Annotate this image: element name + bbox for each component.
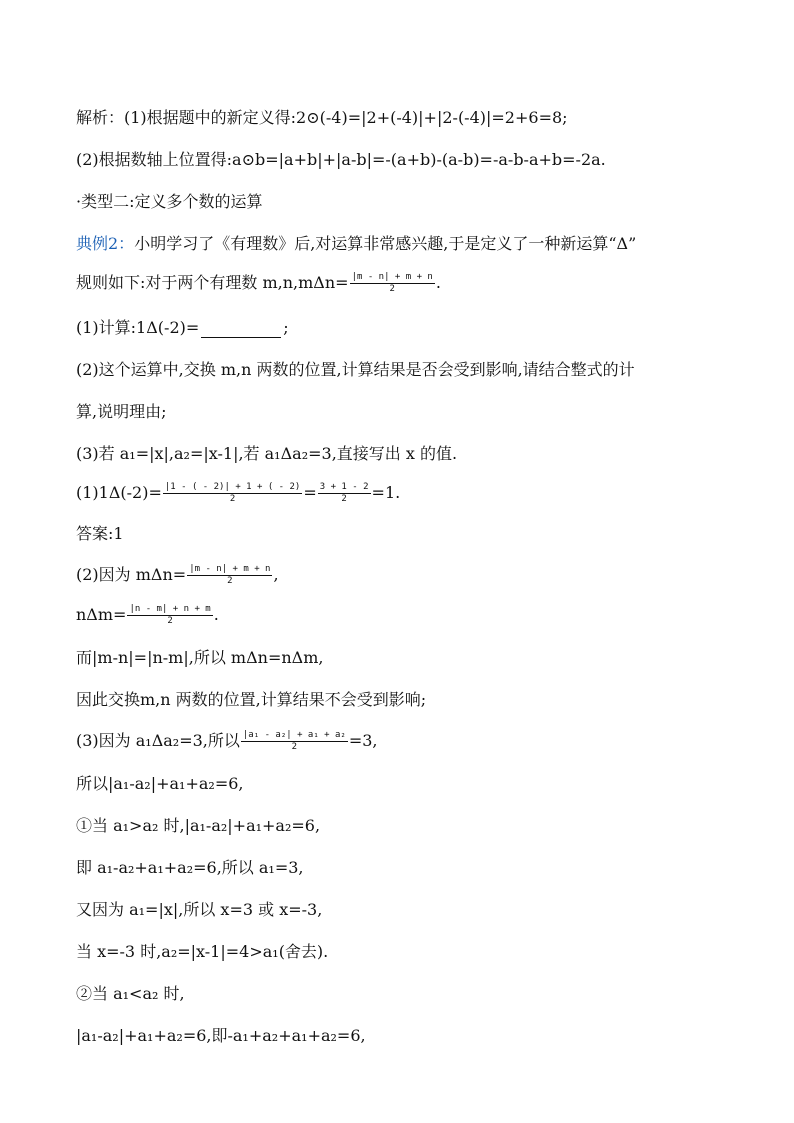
- solution-1-end: =1.: [371, 483, 401, 502]
- solution-3-line-4: 即 a₁-a₂+a₁+a₂=6,所以 a₁=3,: [76, 858, 304, 877]
- question-2-line-1: (2)这个运算中,交换 m,n 两数的位置,计算结果是否会受到影响,请结合整式的计: [76, 360, 635, 379]
- solution-3-fraction: [241, 730, 348, 753]
- solution-1-text: (1)1Δ(-2)=: [76, 483, 162, 502]
- example-label: 典例2：: [76, 234, 135, 253]
- fraction-numerator: |1 - ( - 2)| + 1 + ( - 2): [164, 482, 301, 492]
- fraction-numerator: 3 + 1 - 2: [319, 482, 369, 492]
- fraction-numerator: |n - m| + n + m: [129, 604, 211, 614]
- solution-2-line-4: 因此交换m,n 两数的位置,计算结果不会受到影响;: [76, 690, 427, 709]
- solution-2b-fraction: [127, 604, 212, 627]
- solution-2-end: ,: [273, 565, 279, 584]
- solution-3-line-3: ①当 a₁>a₂ 时,|a₁-a₂|+a₁+a₂=6,: [76, 816, 321, 835]
- fraction-numerator: |m - n| + m + n: [351, 272, 433, 282]
- rule-definition: [76, 272, 441, 295]
- solution-1-fraction-a: [163, 482, 302, 505]
- fraction-denominator: 2: [229, 494, 236, 504]
- analysis-line-2: (2)根据数轴上位置得:a⊙b=|a+b|+|a-b|=-(a+b)-(a-b)=-a-b-a+b=-2a.: [76, 150, 606, 169]
- question-3: (3)若 a₁=|x|,a₂=|x-1|,若 a₁Δa₂=3,直接写出 x 的值.: [76, 444, 458, 463]
- solution-3-text: (3)因为 a₁Δa₂=3,所以: [76, 731, 240, 750]
- solution-3-end: =3,: [348, 731, 378, 750]
- question-1: [76, 318, 289, 338]
- solution-3-line-7: ②当 a₁<a₂ 时,: [76, 984, 185, 1003]
- example-text: 小明学习了《有理数》后,对运算非常感兴趣,于是定义了一种新运算“Δ”: [134, 234, 637, 253]
- solution-3-line-2: 所以|a₁-a₂|+a₁+a₂=6,: [76, 774, 244, 793]
- question-1-text: (1)计算:1Δ(-2)=: [76, 318, 200, 337]
- fraction-denominator: 2: [341, 494, 347, 504]
- solution-3-line-6: 当 x=-3 时,a₂=|x-1|=4>a₁(舍去).: [76, 942, 329, 961]
- solution-3-line-1: [76, 730, 378, 753]
- section-heading-type-2: ·类型二:定义多个数的运算: [76, 192, 263, 211]
- fraction-denominator: 2: [291, 742, 298, 752]
- analysis-line-1: 解析：(1)根据题中的新定义得:2⊙(-4)=|2+(-4)|+|2-(-4)|=2+6=8;: [76, 108, 568, 127]
- question-2-line-2: 算,说明理由;: [76, 402, 167, 421]
- solution-2b-text: nΔm=: [76, 605, 127, 624]
- equals-sign: =: [303, 483, 317, 502]
- solution-1-fraction-b: [318, 482, 371, 505]
- solution-2-text: (2)因为 mΔn=: [76, 565, 187, 584]
- rule-fraction: [350, 272, 435, 295]
- question-1-end: ;: [283, 318, 289, 337]
- rule-text: 规则如下:对于两个有理数 m,n,mΔn=: [76, 273, 349, 292]
- solution-3-line-5: 又因为 a₁=|x|,所以 x=3 或 x=-3,: [76, 900, 323, 919]
- fraction-numerator: |a₁ - a₂| + a₁ + a₂: [242, 730, 346, 740]
- solution-1: [76, 482, 400, 505]
- answer-blank: [201, 321, 281, 338]
- fraction-numerator: |m - n| + m + n: [189, 564, 271, 574]
- rule-end: .: [435, 273, 441, 292]
- solution-2-fraction: [187, 564, 272, 587]
- fraction-denominator: 2: [389, 284, 395, 294]
- fraction-denominator: 2: [227, 576, 233, 586]
- solution-3-line-8: |a₁-a₂|+a₁+a₂=6,即-a₁+a₂+a₁+a₂=6,: [76, 1026, 366, 1045]
- solution-2-line-1: [76, 564, 279, 587]
- fraction-denominator: 2: [167, 616, 173, 626]
- solution-2-line-3: 而|m-n|=|n-m|,所以 mΔn=nΔm,: [76, 648, 324, 667]
- solution-2-line-2: [76, 604, 219, 627]
- solution-2b-end: .: [213, 605, 219, 624]
- example-2-intro: [76, 234, 636, 254]
- answer-line: 答案:1: [76, 524, 124, 543]
